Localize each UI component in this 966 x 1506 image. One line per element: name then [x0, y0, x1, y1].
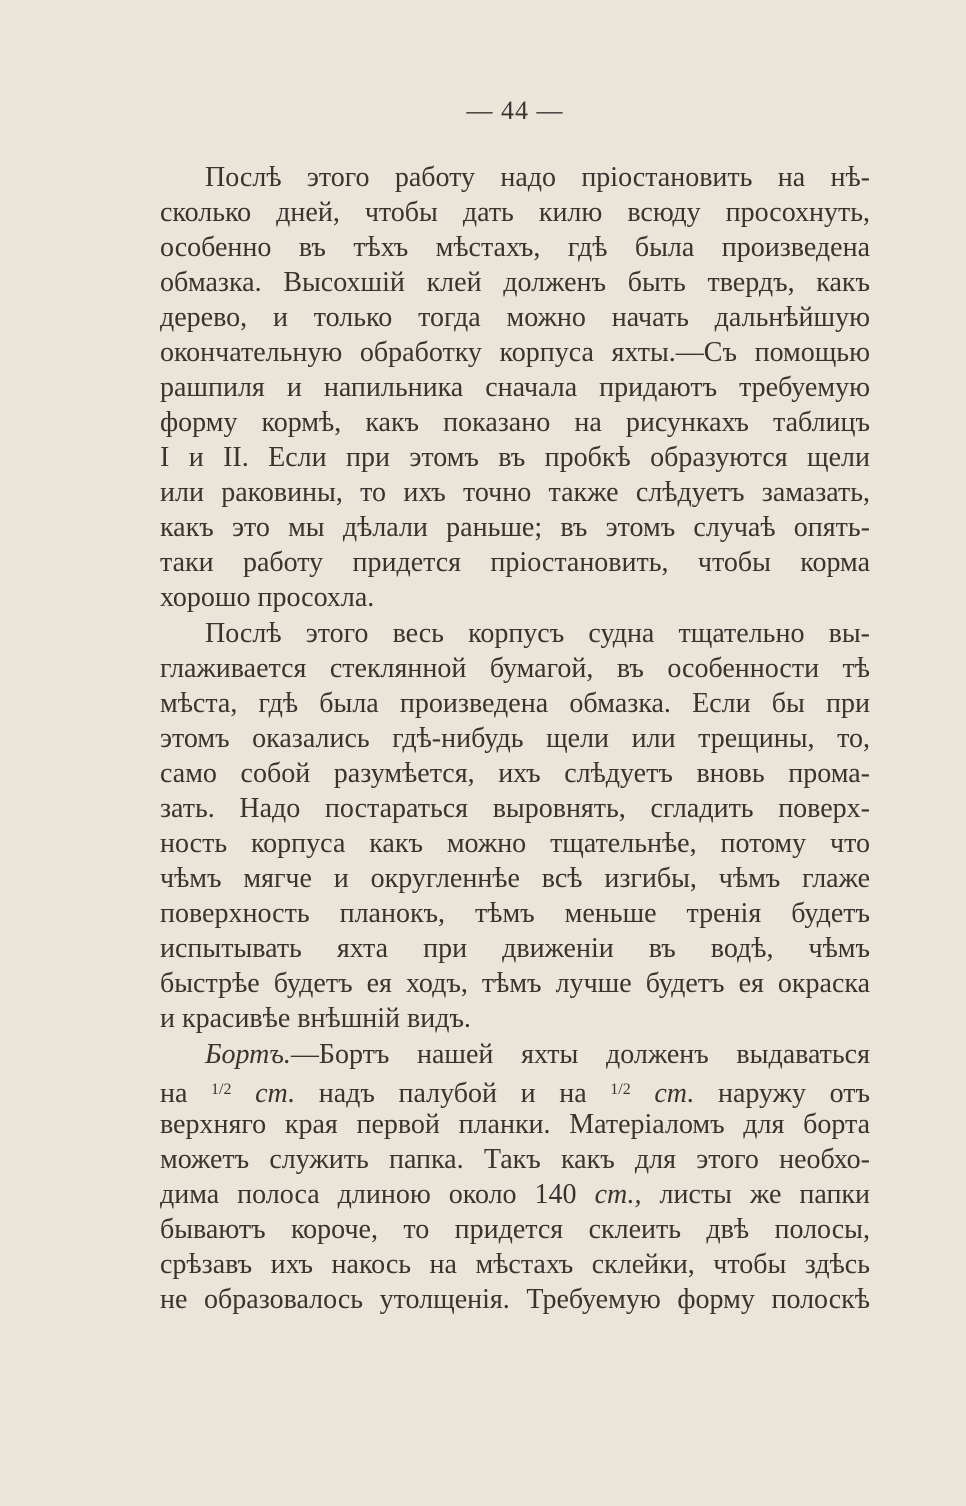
text-segment: наружу отъ	[694, 1078, 870, 1109]
text-line: ность корпуса какъ можно тщательнѣе, потому что	[160, 828, 870, 859]
text-segment: на	[160, 1078, 212, 1109]
italic-text: ст.	[630, 1078, 695, 1109]
text-line: срѣзавъ ихъ накось на мѣстахъ склейки, чтобы здѣсь	[160, 1249, 870, 1280]
text-line	[160, 1037, 870, 1072]
text-line: сколько дней, чтобы дать килю всюду просохнуть,	[160, 197, 870, 228]
fraction: 1/2	[211, 1081, 232, 1098]
text-line: этомъ оказались гдѣ-нибудь щели или трещины, то,	[160, 723, 870, 754]
text-line: форму кормѣ, какъ показано на рисункахъ таблицъ	[160, 407, 870, 438]
text-segment: —Бортъ нашей яхты долженъ выдаваться	[290, 1039, 870, 1070]
text-segment: надъ палубой и на	[295, 1078, 611, 1109]
fraction: 1/2	[610, 1081, 631, 1098]
text-line	[160, 1072, 870, 1107]
text-line: верхняго края первой планки. Матеріаломъ для борта	[160, 1109, 870, 1140]
text-line: можетъ служить папка. Такъ какъ для этого необхо-	[160, 1144, 870, 1175]
italic-text: ст.	[231, 1078, 296, 1109]
text-line	[160, 1177, 870, 1212]
paragraph	[160, 1037, 870, 1317]
paragraph	[160, 616, 870, 1036]
italic-text: Бортъ.	[205, 1039, 291, 1070]
page-number: — 44 —	[466, 96, 564, 125]
text-line: особенно въ тѣхъ мѣстахъ, гдѣ была произведена	[160, 232, 870, 263]
text-line: само собой разумѣется, ихъ слѣдуетъ вновь прома-	[160, 758, 870, 789]
text-line: обмазка. Высохшій клей долженъ быть твердъ, какъ	[160, 267, 870, 298]
text-line: глаживается стеклянной бумагой, въ особенности тѣ	[160, 653, 870, 684]
text-line: быстрѣе будетъ ея ходъ, тѣмъ лучше будетъ ея окраска	[160, 968, 870, 999]
text-line: бываютъ короче, то придется склеить двѣ полосы,	[160, 1214, 870, 1245]
text-line: мѣста, гдѣ была произведена обмазка. Если бы при	[160, 688, 870, 719]
text-line: дерево, и только тогда можно начать дальнѣйшую	[160, 302, 870, 333]
text-line: и красивѣе внѣшній видъ.	[160, 1003, 471, 1034]
body-text	[160, 160, 870, 1317]
text-line: хорошо просохла.	[160, 582, 375, 613]
text-line: испытывать яхта при движеніи въ водѣ, чѣмъ	[160, 933, 870, 964]
text-segment: дима полоса длиною около 140	[160, 1179, 595, 1210]
text-line: окончательную обработку корпуса яхты.—Съ помощью	[160, 337, 870, 368]
italic-text: ст.,	[594, 1179, 642, 1210]
text-line: не образовалось утолщенія. Требуемую форму полоскѣ	[160, 1284, 870, 1315]
text-segment: листы же папки	[641, 1179, 871, 1210]
text-line: таки работу придется пріостановить, чтобы корма	[160, 547, 870, 578]
text-line: какъ это мы дѣлали раньше; въ этомъ случаѣ опять-	[160, 512, 870, 543]
text-line: Послѣ этого весь корпусъ судна тщательно вы-	[205, 618, 870, 649]
text-line: зать. Надо постараться выровнять, сгладить поверх-	[160, 793, 870, 824]
text-line: рашпиля и напильника сначала придаютъ требуемую	[160, 372, 870, 403]
text-line: или раковины, то ихъ точно также слѣдуетъ замазать,	[160, 477, 870, 508]
text-line: поверхность планокъ, тѣмъ меньше тренія будетъ	[160, 898, 870, 929]
text-line: Послѣ этого работу надо пріостановить на нѣ-	[205, 162, 870, 193]
text-line: чѣмъ мягче и округленнѣе всѣ изгибы, чѣмъ глаже	[160, 863, 870, 894]
paragraph	[160, 160, 870, 615]
text-line: I и II. Если при этомъ въ пробкѣ образуются щели	[160, 442, 870, 473]
